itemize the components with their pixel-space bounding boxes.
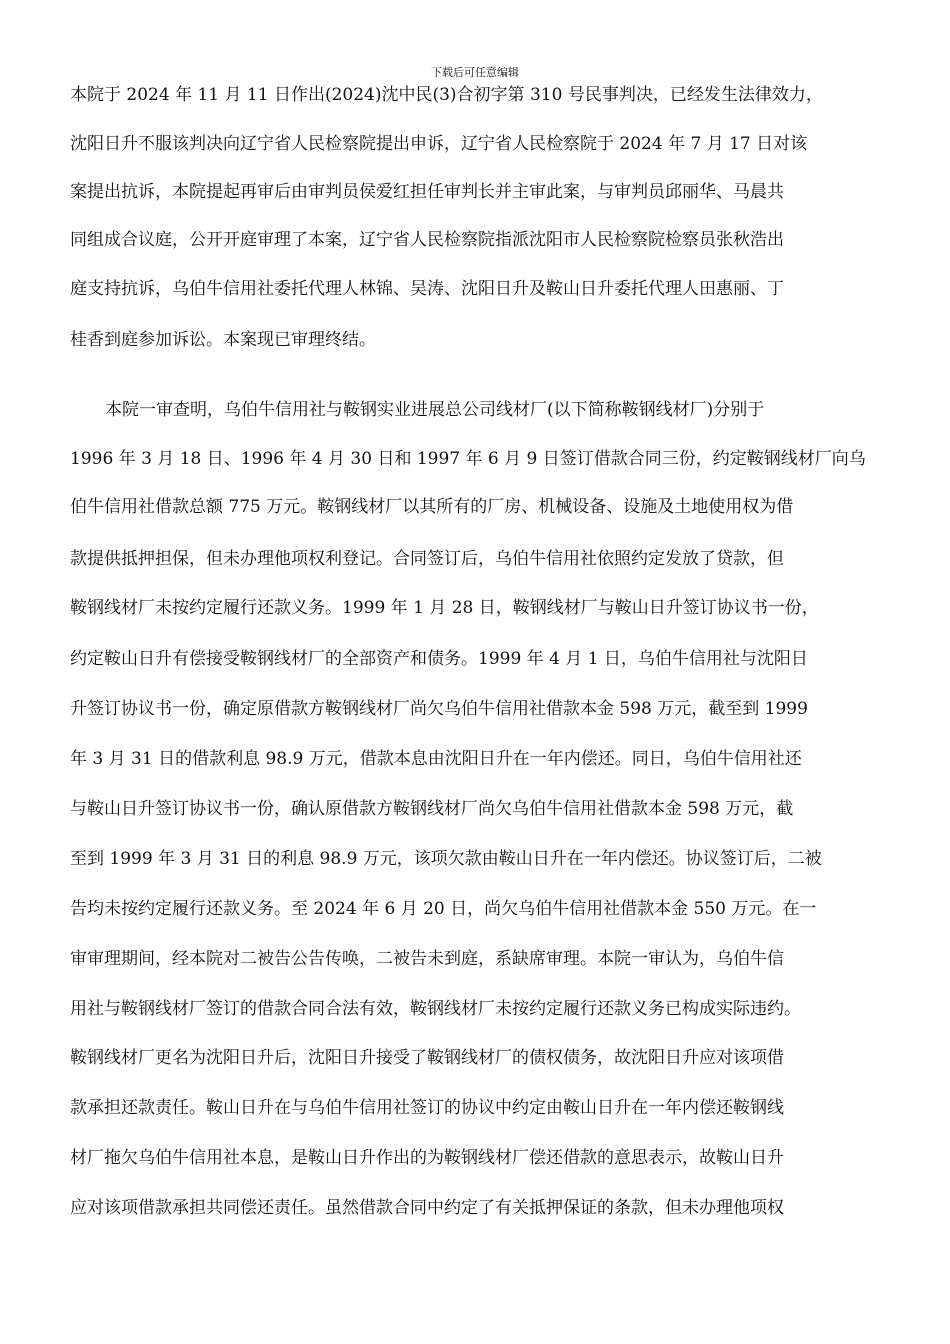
paragraph-2-line: 告均未按约定履行还款义务。至 2024 年 6 月 20 日，尚欠乌伯牛信用社借款本金 550 万元。在一 — [70, 899, 817, 919]
paragraph-2-line: 应对该项借款承担共同偿还责任。虽然借款合同中约定了有关抵押保证的条款，但未办理他项权 — [70, 1198, 784, 1218]
paragraph-2-line: 年 3 月 31 日的借款利息 98.9 万元，借款本息由沈阳日升在一年内偿还。同日，乌伯牛信用社还 — [70, 749, 802, 769]
paragraph-2-line: 本院一审查明，乌伯牛信用社与鞍钢实业进展总公司线材厂(以下简称鞍钢线材厂)分别于 — [105, 400, 765, 420]
paragraph-2-line: 鞍钢线材厂更名为沈阳日升后，沈阳日升接受了鞍钢线材厂的债权债务，故沈阳日升应对该项借 — [70, 1048, 784, 1068]
paragraph-2-line: 鞍钢线材厂未按约定履行还款义务。1999 年 1 月 28 日，鞍钢线材厂与鞍山日升签订协议书一份， — [70, 598, 819, 618]
paragraph-1-line: 桂香到庭参加诉讼。本案现已审理终结。 — [70, 330, 376, 350]
paragraph-2-line: 款提供抵押担保，但未办理他项权利登记。合同签订后，乌伯牛信用社依照约定发放了贷款，但 — [70, 549, 784, 569]
paragraph-2-line: 升签订协议书一份，确定原借款方鞍钢线材厂尚欠乌伯牛信用社借款本金 598 万元，截至到 1999 — [70, 699, 808, 719]
paragraph-2-line: 与鞍山日升签订协议书一份，确认原借款方鞍钢线材厂尚欠乌伯牛信用社借款本金 598 万元，截 — [70, 799, 794, 819]
paragraph-2-line: 伯牛信用社借款总额 775 万元。鞍钢线材厂以其所有的厂房、机械设备、设施及土地使用权为借 — [70, 497, 794, 517]
paragraph-2-line: 至到 1999 年 3 月 31 日的利息 98.9 万元，该项欠款由鞍山日升在一年内偿还。协议签订后，二被 — [70, 849, 822, 869]
paragraph-1-line: 案提出抗诉，本院提起再审后由审判员侯爱红担任审判长并主审此案，与审判员邱丽华、马晨共 — [70, 182, 784, 202]
header-note: 下载后可任意编辑 — [431, 66, 519, 79]
paragraph-1-line: 同组成合议庭，公开开庭审理了本案，辽宁省人民检察院指派沈阳市人民检察院检察员张秋浩出 — [70, 230, 784, 250]
paragraph-1-line: 庭支持抗诉，乌伯牛信用社委托代理人林锦、吴涛、沈阳日升及鞍山日升委托代理人田惠丽、丁 — [70, 279, 784, 299]
paragraph-2-line: 1996 年 3 月 18 日、1996 年 4 月 30 日和 1997 年 6 月 9 日签订借款合同三份，约定鞍钢线材厂向乌 — [70, 449, 866, 469]
paragraph-2-line: 用社与鞍钢线材厂签订的借款合同合法有效，鞍钢线材厂未按约定履行还款义务已构成实际违约。 — [70, 999, 801, 1019]
paragraph-2-line: 审审理期间，经本院对二被告公告传唤，二被告未到庭，系缺席审理。本院一审认为，乌伯牛信 — [70, 949, 784, 969]
paragraph-1-line: 本院于 2024 年 11 月 11 日作出(2024)沈中民(3)合初字第 310 号民事判决，已经发生法律效力， — [70, 85, 823, 105]
paragraph-1-line: 沈阳日升不服该判决向辽宁省人民检察院提出申诉，辽宁省人民检察院于 2024 年 7 月 17 日对该 — [70, 134, 808, 154]
paragraph-2-line: 款承担还款责任。鞍山日升在与乌伯牛信用社签订的协议中约定由鞍山日升在一年内偿还鞍钢线 — [70, 1098, 784, 1118]
paragraph-2-line: 材厂拖欠乌伯牛信用社本息，是鞍山日升作出的为鞍钢线材厂偿还借款的意思表示，故鞍山日升 — [70, 1148, 784, 1168]
paragraph-2-line: 约定鞍山日升有偿接受鞍钢线材厂的全部资产和债务。1999 年 4 月 1 日，乌伯牛信用社与沈阳日 — [70, 649, 808, 669]
